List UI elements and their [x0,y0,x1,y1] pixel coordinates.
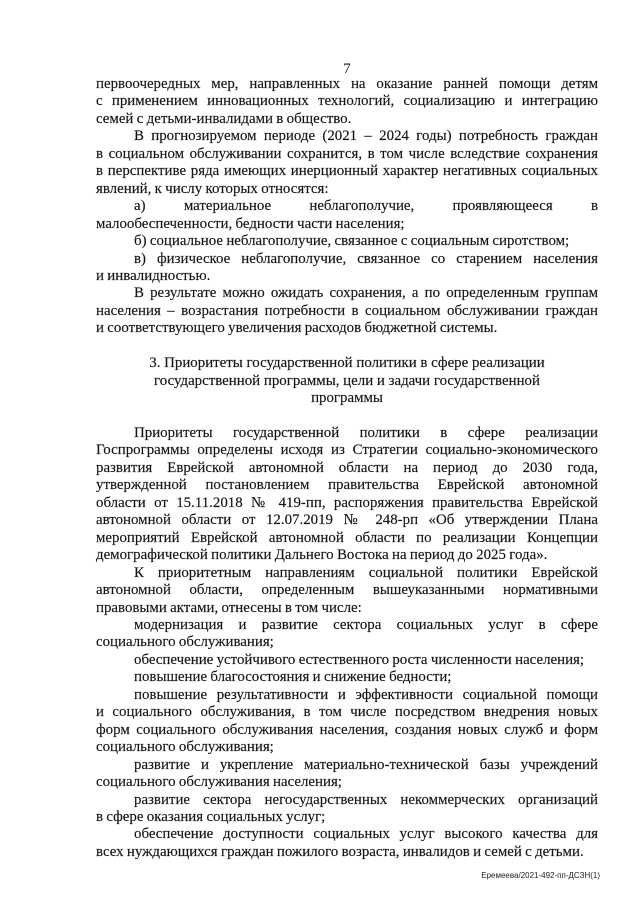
text-line: области от 15.11.2018 № 419-пп, распоряжения правительства Еврейской [96,494,598,511]
text-line: социального обслуживания; [96,739,274,756]
text-line: В прогнозируемом периоде (2021 – 2024 годы) потребность граждан [134,128,598,145]
text-line: и социального обслуживания, в том числе посредством внедрения новых [96,704,598,721]
paragraph [96,285,598,337]
priorities-section [96,425,598,861]
paragraph [96,687,598,757]
text-line: форм социального обслуживания населения, создания новых служб и форм [96,721,598,738]
heading-line: программы [311,390,383,407]
intro-section [96,76,598,338]
text-line: населения – возрастания потребности в социальном обслуживании граждан [96,302,598,319]
paragraph [96,76,598,128]
text-line: повышение благосостояния и снижение бедности; [134,669,452,686]
text-line: правовыми актами, отнесены в том числе: [96,599,362,616]
paragraph [96,792,598,827]
paragraph [96,826,598,861]
paragraph [96,617,598,652]
paragraph [96,425,598,565]
text-line: мероприятий Еврейской автономной области по реализации Концепции [96,529,598,546]
text-line: утвержденной постановлением правительства Еврейской автономной [96,477,598,494]
text-line: и инвалидностью. [96,267,211,284]
text-line: социального обслуживания; [96,634,274,651]
section-heading [96,355,598,407]
text-line: б) социальное неблагополучие, связанное с социальным сиротством; [134,233,570,250]
paragraph [96,652,598,669]
paragraph [96,565,598,617]
text-line: повышение результативности и эффективности социальной помощи [134,686,598,703]
paragraph [96,757,598,792]
text-line: В результате можно ожидать сохранения, а по определенным группам [134,285,598,302]
paragraph [96,233,598,250]
text-line: явлений, к числу которых относятся: [96,180,329,197]
text-line: развитие сектора негосударственных некоммерческих организаций [134,791,598,808]
text-line: Приоритеты государственной политики в сфере реализации [134,425,598,442]
text-line: Госпрограммы определены исходя из Стратегии социально-экономического [96,442,598,459]
text-line: а) материальное неблагополучие, проявляющееся в [134,198,598,215]
text-line: обеспечение устойчивого естественного роста численности населения; [134,651,585,668]
text-line: К приоритетным направлениям социальной политики Еврейской [134,564,598,581]
paragraph [96,128,598,198]
text-line: демографической политики Дальнего Востока на период до 2025 года». [96,547,548,564]
text-line: развития Еврейской автономной области на период до 2030 года, [96,459,598,476]
paragraph [96,198,598,233]
text-line: и соответствующего увеличения расходов бюджетной системы. [96,320,498,337]
document-body [96,76,598,861]
paragraph [96,251,598,286]
document-footer-code: Еремеева/2021-492-пп-ДСЗН(1) [481,871,600,880]
text-line: развитие и укрепление материально-технической базы учреждений [134,756,598,773]
text-line: автономной области, определенным вышеуказанными нормативными [96,582,598,599]
heading-line: 3. Приоритеты государственной политики в сфере реализации [149,355,545,372]
page-number: 7 [343,61,351,77]
text-line: с применением инновационных технологий, социализацию и интеграцию [96,93,598,110]
text-line: в) физическое неблагополучие, связанное со старением населения [134,250,598,267]
text-line: первоочередных мер, направленных на оказание ранней помощи детям [96,76,598,92]
heading-line: государственной программы, цели и задачи государственной [154,372,540,389]
text-line: семей с детьми-инвалидами в общество. [96,110,352,127]
text-line: малообеспеченности, бедности части населения; [96,215,405,232]
text-line: в социальном обслуживании сохранится, в том числе вследствие сохранения [96,145,598,162]
text-line: обеспечение доступности социальных услуг высокого качества для [134,826,598,843]
text-line: в перспективе ряда имеющих инерционный характер негативных социальных [96,163,598,180]
text-line: в сфере оказания социальных услуг; [96,809,326,825]
text-line: автономной области от 12.07.2019 № 248-рп «Об утверждении Плана [96,512,598,529]
text-line: социального обслуживания населения; [96,774,342,791]
paragraph [96,669,598,686]
text-line: всех нуждающихся граждан пожилого возраста, инвалидов и семей с детьми. [96,843,584,860]
text-line: модернизация и развитие сектора социальных услуг в сфере [134,617,598,634]
